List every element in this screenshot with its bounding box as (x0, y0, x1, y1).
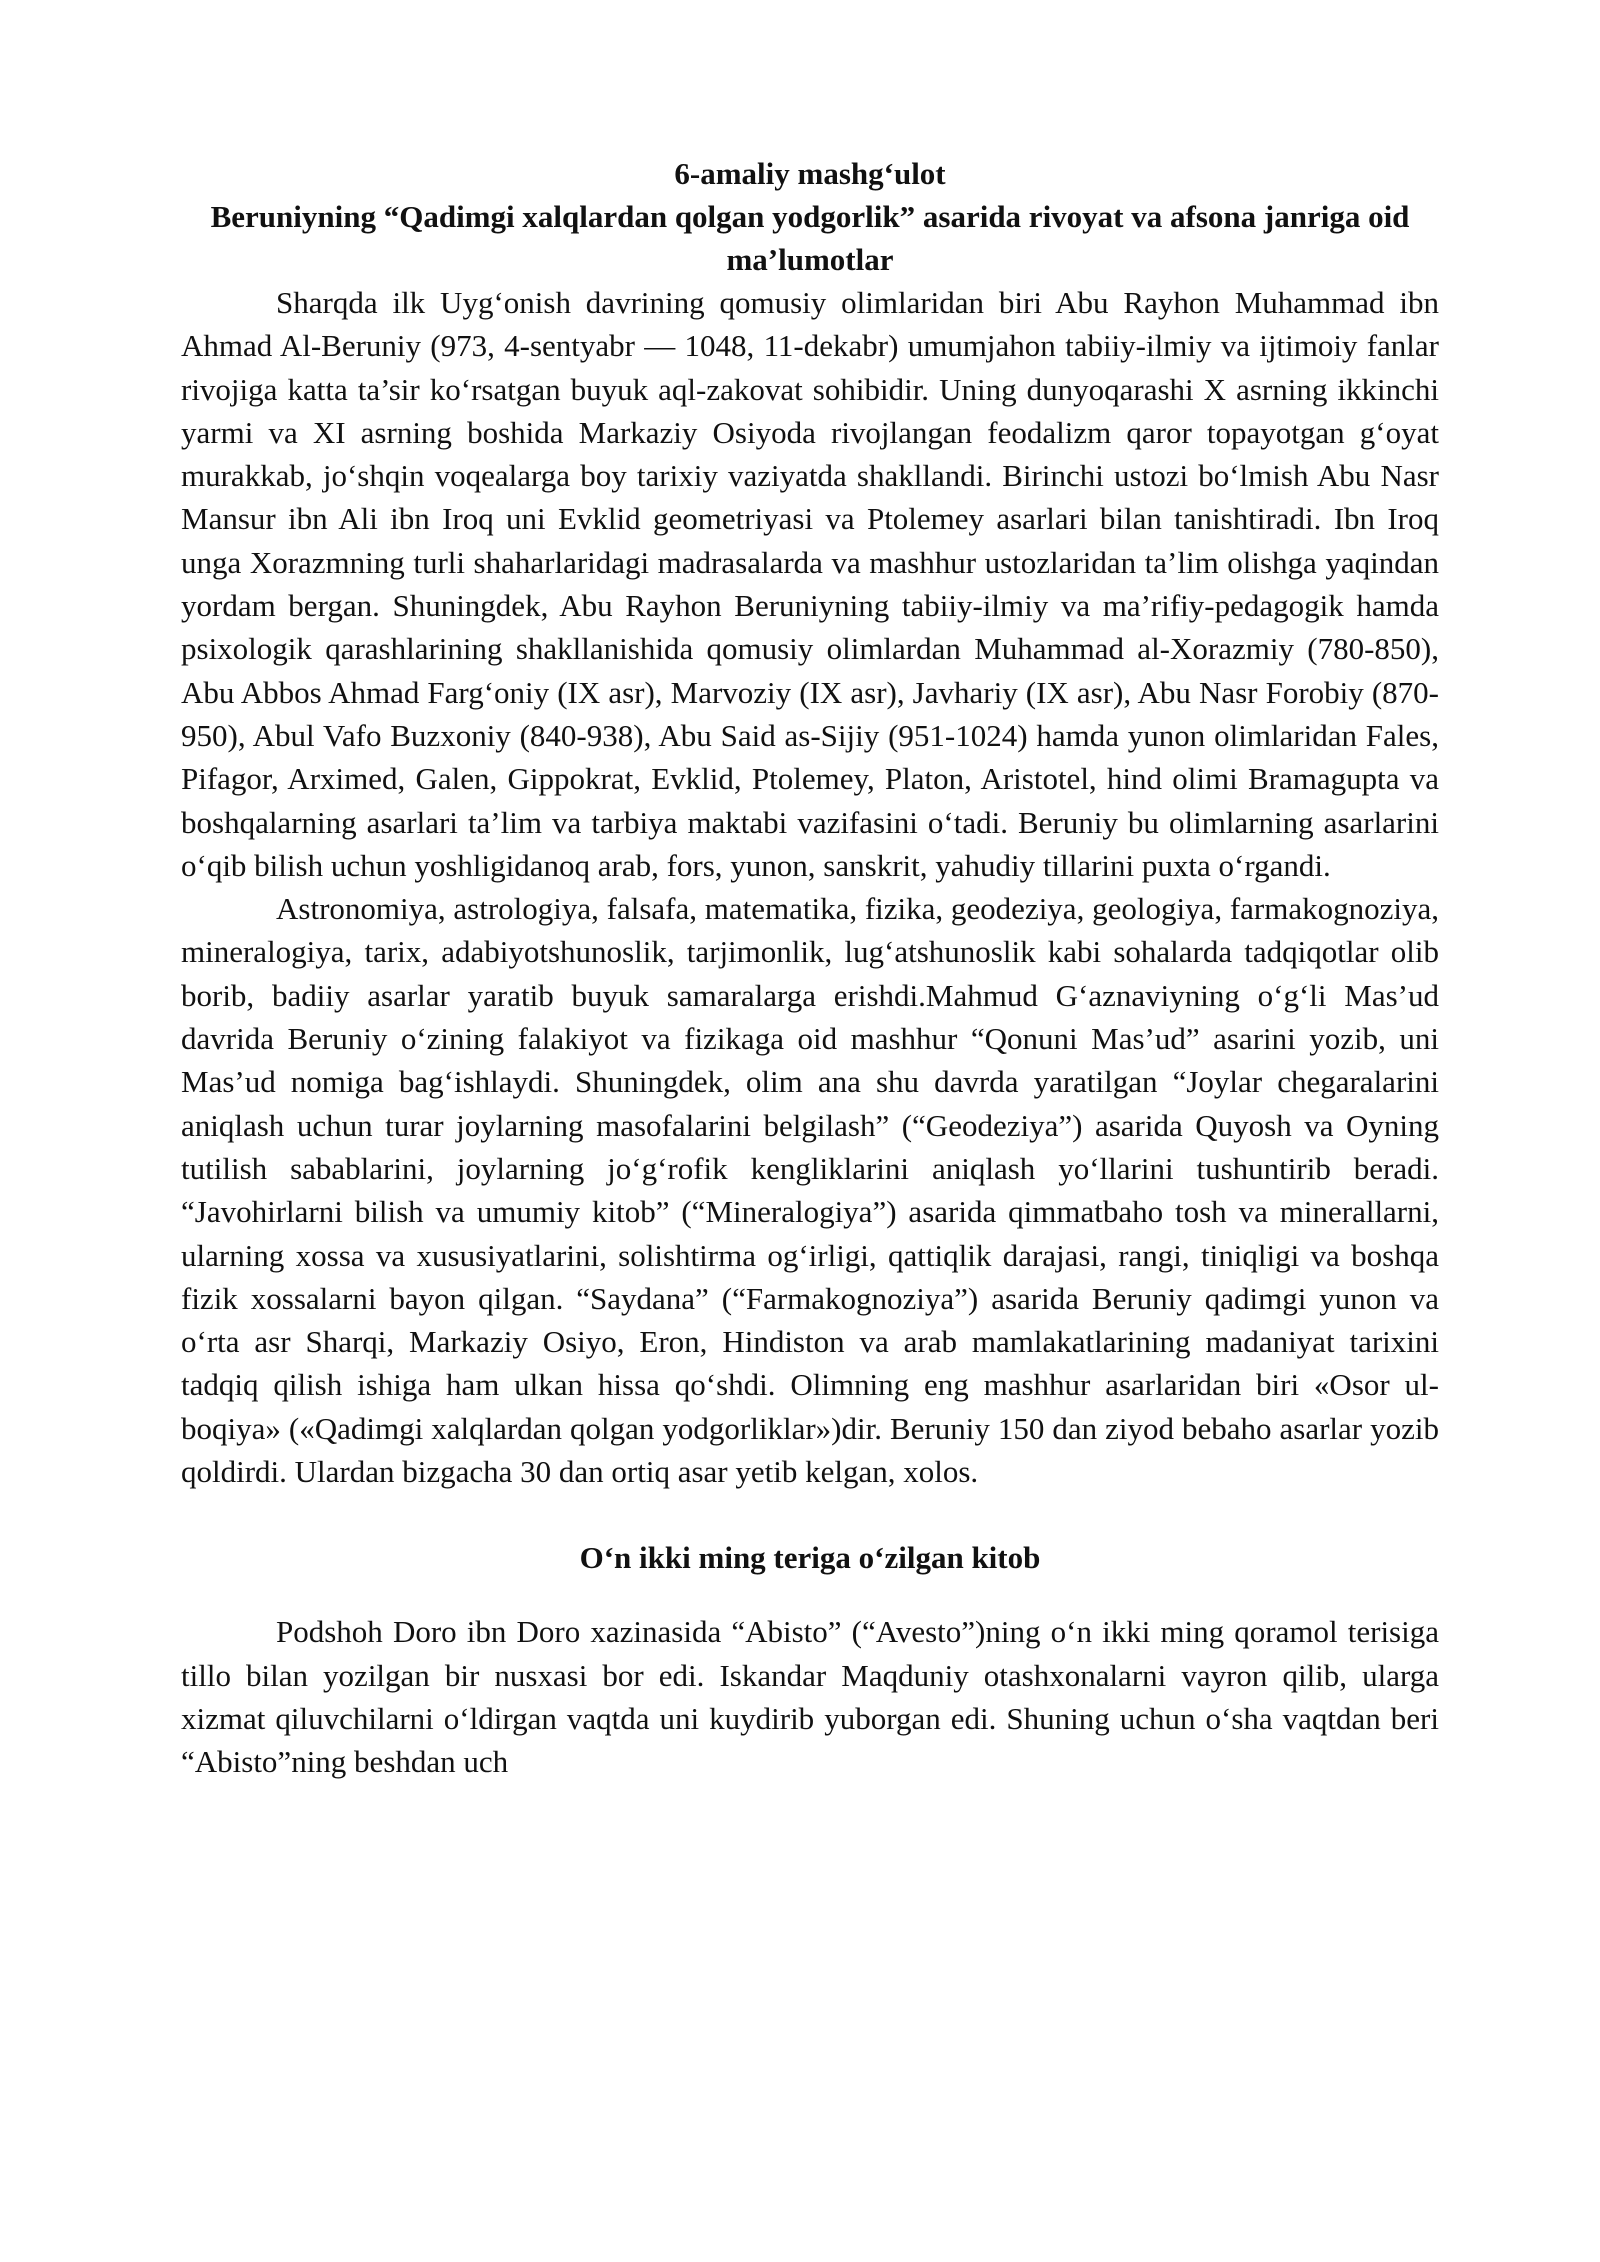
paragraph-introduction: Sharqda ilk Uyg‘onish davrining qomusiy olimlaridan biri Abu Rayhon Muhammad ibn Ahmad Al-Beruniy (973, 4-sentyabr — 1048, 11-dekabr) umumjahon tabiiy-ilmiy va ijtimoiy fanlar rivojiga katta ta’sir ko‘rsatgan buyuk aql-zakovat sohibidir. Uning dunyoqarashi X asrning ikkinchi yarmi va XI asrning boshida Markaziy Osiyoda rivojlangan feodalizm qaror topayotgan g‘oyat murakkab, jo‘shqin voqealarga boy tarixiy vaziyatda shakllandi. Birinchi ustozi bo‘lmish Abu Nasr Mansur ibn Ali ibn Iroq uni Evklid geometriyasi va Ptolemey asarlari bilan tanishtiradi. Ibn Iroq unga Xorazmning turli shaharlaridagi madrasalarda va mashhur ustozlaridan ta’lim olishga yaqindan yordam bergan. Shuningdek, Abu Rayhon Beruniyning tabiiy-ilmiy va ma’rifiy-pedagogik hamda psixologik qarashlarining shakllanishida qomusiy olimlardan Muhammad al-Xorazmiy (780-850), Abu Abbos Ahmad Farg‘oniy (IX asr), Marvoziy (IX asr), Javhariy (IX asr), Abu Nasr Forobiy (870-950), Abul Vafo Buzxoniy (840-938), Abu Said as-Sijiy (951-1024) hamda yunon olimlaridan Fales, Pifagor, Arximed, Galen, Gippokrat, Evklid, Ptolemey, Platon, Aristotel, hind olimi Bramagupta va boshqalarning asarlari ta’lim va tarbiya maktabi vazifasini o‘tadi. Beruniy bu olimlarning asarlarini o‘qib bilish uchun yoshligidanoq arab, fors, yunon, sanskrit, yahudiy tillarini puxta o‘rgandi. (181, 285, 1439, 883)
practical-lesson-number: 6-amaliy mashg‘ulot (674, 156, 946, 191)
paragraph-scientific-works: Astronomiya, astrologiya, falsafa, matematika, fizika, geodeziya, geologiya, farmakognoziya, mineralogiya, tarix, adabiyotshunoslik, tarjimonlik, lug‘atshunoslik kabi sohalarda tadqiqotlar olib borib, badiiy asarlar yaratib buyuk samaralarga erishdi.Mahmud G‘aznaviyning o‘g‘li Mas’ud davrida Beruniy o‘zining falakiyot va fizikaga oid mashhur “Qonuni Mas’ud” asarini yozib, uni Mas’ud nomiga bag‘ishlaydi. Shuningdek, olim ana shu davrda yaratilgan “Joylar chegaralarini aniqlash uchun turar joylarning masofalarini belgilash” (“Geodeziya”) asarida Quyosh va Oyning tutilish sabablarini, joylarning jo‘g‘rofik kengliklarini aniqlash yo‘llarini tushuntirib beradi. “Javohirlarni bilish va umumiy kitob” (“Mineralogiya”) asarida qimmatbaho tosh va minerallarni, ularning xossa va xususiyatlarini, solishtirma og‘irligi, qattiqlik darajasi, rangi, tiniqligi va boshqa fizik xossalarni bayon qilgan. “Saydana” (“Farmakognoziya”) asarida Beruniy qadimgi yunon va o‘rta asr Sharqi, Markaziy Osiyo, Eron, Hindiston va arab mamlakatlarining madaniyat tarixini tadqiq qilish ishiga ham ulkan hissa qo‘shdi. Olimning eng mashhur asarlaridan biri «Osor ul-boqiya» («Qadimgi xalqlardan qolgan yodgorliklar»)dir. Beruniy 150 dan ziyod bebaho asarlar yozib qoldirdi. Ulardan bizgacha 30 dan ortiq asar yetib kelgan, xolos. (181, 891, 1439, 1490)
document-content (181, 152, 1439, 1784)
document-title: Beruniyning “Qadimgi xalqlardan qolgan yodgorlik” asarida rivoyat va afsona janriga oid ma’lumotlar (210, 199, 1410, 277)
section-title: O‘n ikki ming teriga o‘zilgan kitob (579, 1540, 1041, 1576)
section-paragraph: Podshoh Doro ibn Doro xazinasida “Abisto” (“Avesto”)ning o‘n ikki ming qoramol terisiga tillo bilan yozilgan bir nusxasi bor edi. Iskandar Maqduniy otashxonalarni vayron qilib, ularga xizmat qiluvchilarni o‘ldirgan vaqtda uni kuydirib yuborgan edi. Shuning uchun o‘sha vaqtdan beri “Abisto”ning beshdan uch (181, 1614, 1439, 1780)
